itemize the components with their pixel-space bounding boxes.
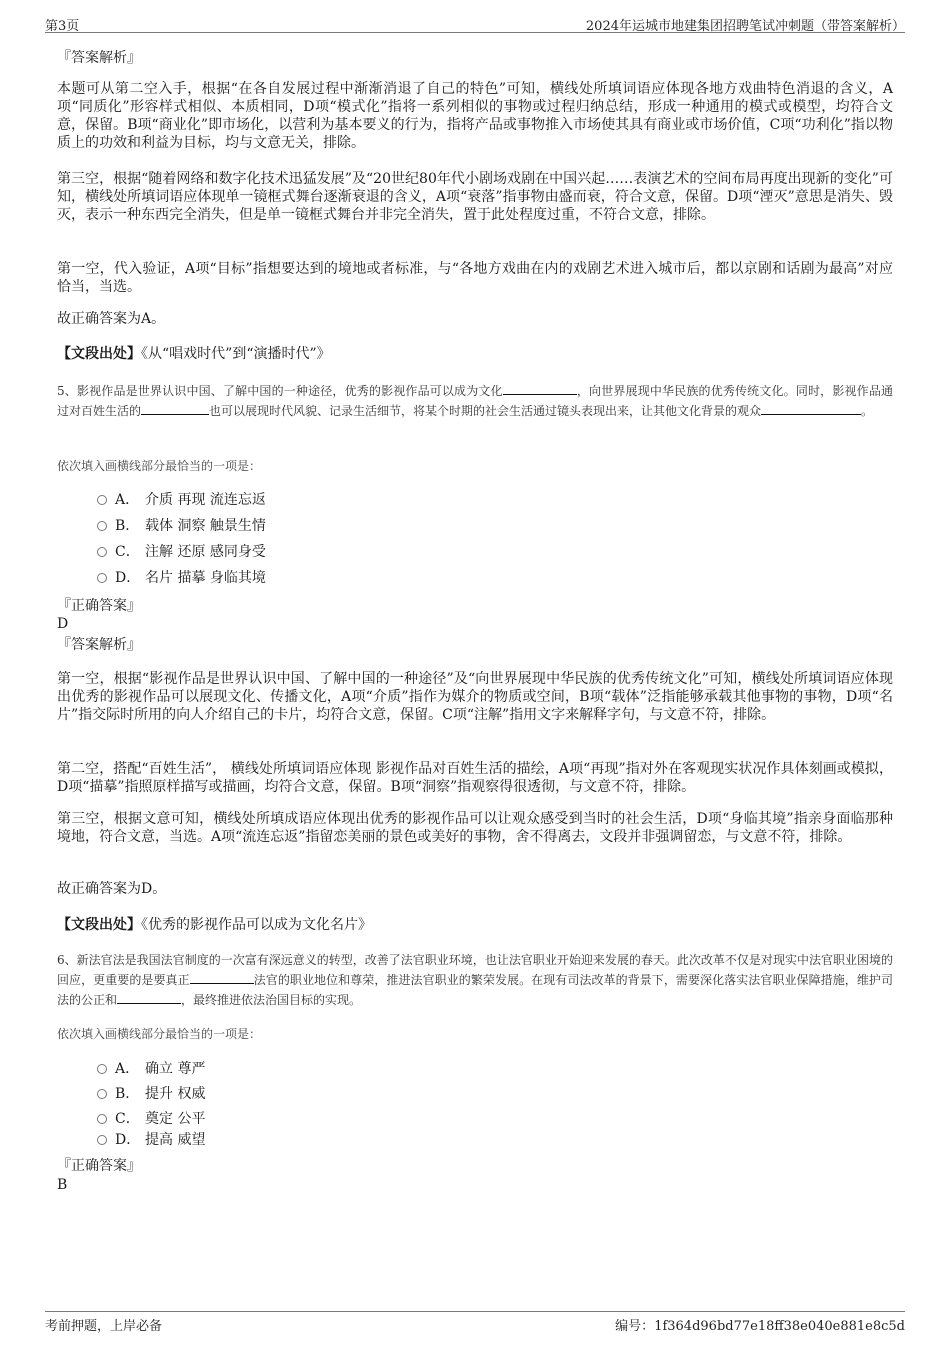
q5-option-c[interactable] — [97, 543, 266, 561]
q5-stem — [57, 381, 893, 421]
q5-analysis-p1: 第一空，根据“影视作品是世界认识中国、了解中国的一种途径”及“向世界展现中华民族的优秀传统文化”可知，横线处所填词语应体现出优秀的影视作品可以展现文化、传播文化，A项“介质”指作为媒介的物质或空间，B项“载体”泛指能够承载其他事物的事物，D项“名片”指交际时所用的向人介绍自己的卡片，均符合文意，保留。C项“注解”指用文字来解释字句，与文意不符，排除。 — [57, 671, 893, 723]
option-key: D． — [115, 570, 141, 586]
q4-source — [57, 343, 893, 363]
option-key: A． — [115, 492, 140, 508]
q5-analysis-label: 『答案解析』 — [57, 637, 141, 653]
option-text: 奠定 公平 — [145, 1111, 206, 1127]
q6-instruction: 依次填入画横线部分最恰当的一项是： — [57, 1027, 262, 1041]
q5-blank-2 — [141, 402, 209, 415]
q6-stem-part: 6、新法官法是我国法官制度的一次富有深远意义的转型，改善了法官职业环境，也让法官职业开始迎来发展的春天。此次改革不仅是对现实中法官职业困境的回应，更重要的是要真正 — [57, 953, 893, 987]
q5-source-label: 【文段出处】 — [57, 917, 141, 933]
q5-analysis-p2: 第二空，搭配“百姓生活”， 横线处所填词语应体现 影视作品对百姓生活的描绘，A项“再现”指对外在客观现实状况作具体刻画或模拟，D项“描摹”指照原样描写或描画，均符合文意，保留。B项“洞察”指观察得很透彻，与文意不符，排除。 — [57, 761, 893, 795]
q4-conclusion: 故正确答案为A。 — [57, 311, 166, 327]
q5-correct-answer: D — [57, 616, 69, 632]
q6-option-b[interactable] — [97, 1085, 205, 1103]
q5-stem-part: ，向世界展现中华民族的优秀传统文化。同时，影视作品通过对百姓生活的 — [57, 384, 893, 418]
footer-slogan: 考前押题，上岸必备 — [45, 1319, 163, 1334]
footer-code — [615, 1315, 905, 1334]
option-text: 名片 描摹 身临其境 — [145, 570, 266, 586]
option-text: 提高 威望 — [145, 1132, 206, 1148]
option-text: 介质 再现 流连忘返 — [145, 492, 266, 508]
q6-correct-label: 『正确答案』 — [57, 1158, 141, 1174]
radio-icon[interactable] — [97, 1135, 107, 1145]
q5-stem-part: 也可以展现时代风貌、记录生活细节，将某个时期的社会生活通过镜头表现出来，让其他文化背景的观众 — [209, 404, 762, 418]
q6-stem — [57, 950, 893, 1010]
q5-blank-3 — [761, 402, 861, 415]
radio-icon[interactable] — [97, 495, 107, 505]
q5-instruction: 依次填入画横线部分最恰当的一项是： — [57, 459, 262, 473]
q5-blank-1 — [503, 382, 577, 395]
q5-option-d[interactable] — [97, 569, 266, 587]
option-text: 确立 尊严 — [145, 1061, 206, 1077]
q6-stem-part: ，最终推进依法治国目标的实现。 — [181, 993, 362, 1007]
q5-stem-part: 5、影视作品是世界认识中国、了解中国的一种途径，优秀的影视作品可以成为文化 — [57, 384, 503, 398]
radio-icon[interactable] — [97, 521, 107, 531]
radio-icon[interactable] — [97, 547, 107, 557]
q5-correct-label: 『正确答案』 — [57, 598, 141, 614]
q4-source-label: 【文段出处】 — [57, 346, 141, 362]
footer-code-value: 1f364d96bd77e18ff38e040e881e8c5d — [654, 1319, 905, 1334]
q6-option-c[interactable] — [97, 1110, 205, 1128]
q5-stem-part: 。 — [861, 404, 874, 418]
radio-icon[interactable] — [97, 1114, 107, 1124]
q6-option-d[interactable] — [97, 1131, 205, 1149]
q5-analysis-p3: 第三空，根据文意可知，横线处所填成语应体现出优秀的影视作品可以让观众感受到当时的社会生活，D项“身临其境”指亲身面临那种境地，符合文意，当选。A项“流连忘返”指留恋美丽的景色或美好的事物，舍不得离去，文段并非强调留恋，与文意不符，排除。 — [57, 811, 893, 845]
option-key: B． — [115, 518, 140, 534]
q6-option-a[interactable] — [97, 1060, 205, 1078]
q4-source-title: 《从“唱戏时代”到“演播时代”》 — [141, 346, 331, 362]
q5-source-title: 《优秀的影视作品可以成为文化名片》 — [141, 917, 372, 933]
q4-analysis-p1: 本题可从第二空入手，根据“在各自发展过程中渐渐消退了自己的特色”可知，横线处所填词语应体现各地方戏曲特色消退的含义，A项“同质化”形容样式相似、本质相同，D项“模式化”指将一系列相似的事物或过程归纳总结，形成一种通用的模式或模型，均符合文意，保留。B项“商业化”即市场化，以营利为基本要义的行为，指将产品或事物推入市场使其具有商业或市场价值，C项“功利化”指以物质上的功效和利益为目标，均与文意无关，排除。 — [57, 81, 893, 151]
page-footer — [45, 1311, 905, 1336]
q5-option-b[interactable] — [97, 517, 266, 535]
page-header — [45, 12, 905, 33]
q6-stem-part: 法官的职业地位和尊荣，推进法官职业的繁荣发展。在现有司法改革的背景下，需要深化落实法官职业保障措施，维护司法的公正和 — [57, 973, 893, 1007]
option-key: D． — [115, 1132, 141, 1148]
radio-icon[interactable] — [97, 1089, 107, 1099]
option-key: C． — [115, 1111, 140, 1127]
document-title: 2024年运城市地建集团招聘笔试冲刺题（带答案解析） — [585, 19, 905, 34]
page-number: 第3页 — [45, 19, 80, 34]
option-key: A． — [115, 1061, 140, 1077]
q6-correct-answer: B — [57, 1177, 68, 1193]
option-text: 提升 权威 — [145, 1086, 206, 1102]
option-key: C． — [115, 544, 140, 560]
radio-icon[interactable] — [97, 573, 107, 583]
q4-analysis-p2: 第三空，根据“随着网络和数字化技术迅猛发展”及“20世纪80年代小剧场戏剧在中国兴起……表演艺术的空间布局再度出现新的变化”可知，横线处所填词语应体现单一镜框式舞台逐渐衰退的含义，A项“衰落”指事物由盛而衰，符合文意，保留。D项“湮灭”意思是消失、毁灭，表示一种东西完全消失，但是单一镜框式舞台并非完全消失，置于此处程度过重，不符合文意，排除。 — [57, 171, 893, 223]
option-key: B． — [115, 1086, 140, 1102]
q6-blank-2 — [117, 991, 181, 1004]
q4-analysis-p3: 第一空，代入验证，A项“目标”指想要达到的境地或者标准，与“各地方戏曲在内的戏剧艺术进入城市后，都以京剧和话剧为最高”对应恰当，当选。 — [57, 261, 893, 295]
footer-code-label: 编号： — [615, 1319, 655, 1334]
q4-analysis-label: 『答案解析』 — [57, 50, 141, 66]
q5-source — [57, 914, 893, 934]
q5-option-a[interactable] — [97, 491, 266, 509]
radio-icon[interactable] — [97, 1064, 107, 1074]
q5-conclusion: 故正确答案为D。 — [57, 881, 167, 897]
q6-blank-1 — [190, 971, 254, 984]
option-text: 注解 还原 感同身受 — [145, 544, 266, 560]
option-text: 载体 洞察 触景生情 — [145, 518, 266, 534]
